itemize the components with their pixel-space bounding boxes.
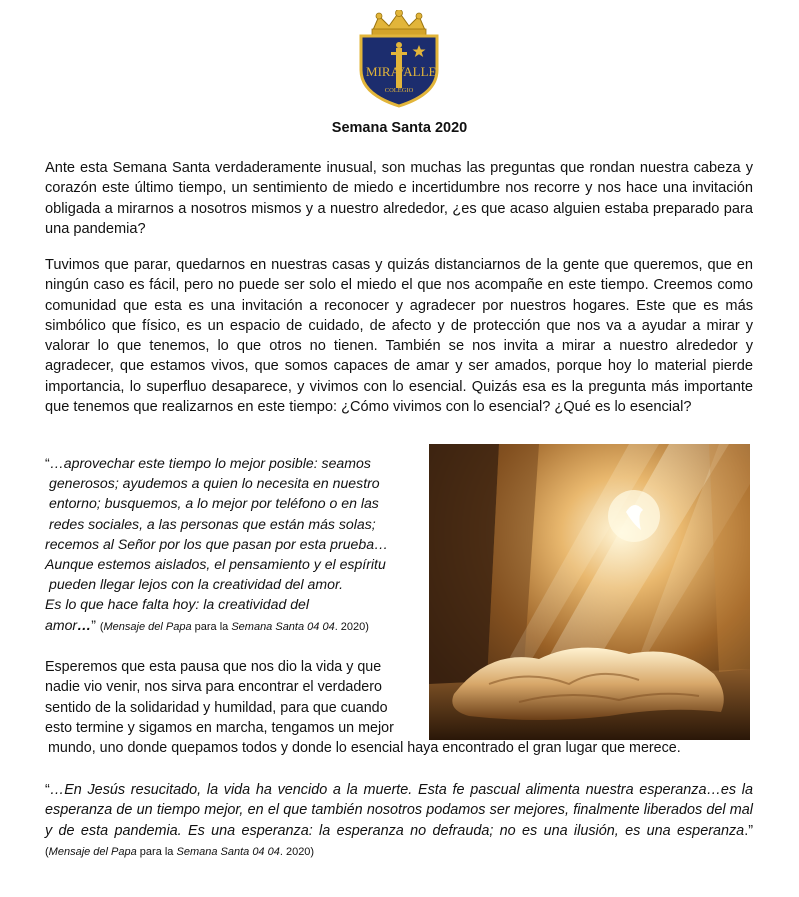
paragraph-line: Esperemos que esta pausa que nos dio la vida y que [45, 659, 382, 675]
pope-quote-2 [45, 780, 753, 862]
quote-text: …En Jesús resucitado, la vida ha vencido a la muerte. Esta fe pascual alimenta nuestra esperanza…es la esperanza de un tiempo mejor, en el que también nosotros podamos ser mejores, finalmente liberados del mal y de esta pandemia. Es una esperanza: la esperanza no defrauda; no es una ilusión, es una esperanza [45, 782, 753, 839]
crown-icon [372, 10, 426, 35]
quote-line: …aprovechar este tiempo lo mejor posible: seamos [49, 455, 371, 471]
quote-line: entorno; busquemos, a lo mejor por teléfono o en las [49, 495, 379, 512]
quote-line: pueden llegar lejos con la creatividad del amor. [49, 576, 344, 593]
quote-citation: (Mensaje del Papa para la Semana Santa 04 04. 2020) [99, 620, 369, 633]
quote-close-mark: .” [744, 822, 753, 839]
pope-quote-1 [45, 453, 430, 637]
paragraph-line: sentido de la solidaridad y humildad, para que cuando [45, 699, 388, 716]
quote-line: redes sociales, a las personas que están más solas; [49, 515, 376, 532]
paragraph-line: nadie vio venir, nos sirva para encontrar el verdadero [45, 679, 382, 696]
quote-open-mark: “ [45, 782, 50, 798]
paragraph-hope-tail: mundo, uno donde quepamos todos y donde lo esencial haya encontrado el gran lugar que merece. [48, 740, 681, 756]
empty-tomb-light-image [429, 444, 750, 740]
quote-line: Es lo que hace falta hoy: la creatividad del [45, 596, 310, 613]
paragraph-intro: Ante esta Semana Santa verdaderamente inusual, son muchas las preguntas que rondan nuestra cabeza y corazón este último tiempo, un sentimiento de miedo e incertidumbre nos recorre y nos hace una invitación obligada a mirarnos a nosotros mismos y a nuestro alrededor, ¿es que acaso alguien estaba preparado para una pandemia? [45, 160, 753, 237]
school-crest-logo [339, 10, 459, 108]
quote-ellipsis: … [77, 616, 92, 633]
quote-line: recemos al Señor por los que pasan por esta prueba… [45, 535, 389, 552]
paragraph-hope [45, 657, 428, 738]
logo-subtitle: COLEGIO [384, 87, 414, 94]
logo-name-left: MIRA [366, 64, 400, 79]
quote-citation: (Mensaje del Papa para la Semana Santa 04 04. 2020) [45, 845, 315, 858]
quote-close-mark: ” [91, 616, 96, 633]
page-title: Semana Santa 2020 [331, 120, 468, 136]
quote-line: Aunque estemos aislados, el pensamiento y el espíritu [45, 556, 386, 573]
quote-open-mark: “ [45, 455, 50, 471]
quote-last-word: amor [45, 616, 78, 633]
paragraph-body: Tuvimos que parar, quedarnos en nuestras casas y quizás distanciarnos de la gente que queremos, que en ningún caso es fácil, pero no puede ser solo el miedo el que nos acompañe en este tiempo. Creemos como comunidad que esta es una invitación a reconocer y agradecer por nuestros hogares. Este que es más simbólico que físico, es un espacio de cuidado, de afecto y de protección que nos va a ayudar a mirar y valorar lo que tenemos, lo que otros no tienen. También se nos invita a mirar a nuestro alrededor y agradecer, que estamos vivos, que somos capaces de amar y ser amados, porque hoy lo material pierde importancia, lo superfluo desaparece, y vivimos con lo esencial. Quizás esa es la pregunta más importante que tenemos que realizarnos en este tiempo: ¿Cómo vivimos con lo esencial? ¿Qué es lo esencial? [45, 257, 753, 416]
logo-name-right: VALLE [395, 64, 437, 79]
paragraph-line: esto termine y sigamos en marcha, tengamos un mejor [45, 719, 394, 736]
quote-line: generosos; ayudemos a quien lo necesita en nuestro [49, 475, 380, 492]
